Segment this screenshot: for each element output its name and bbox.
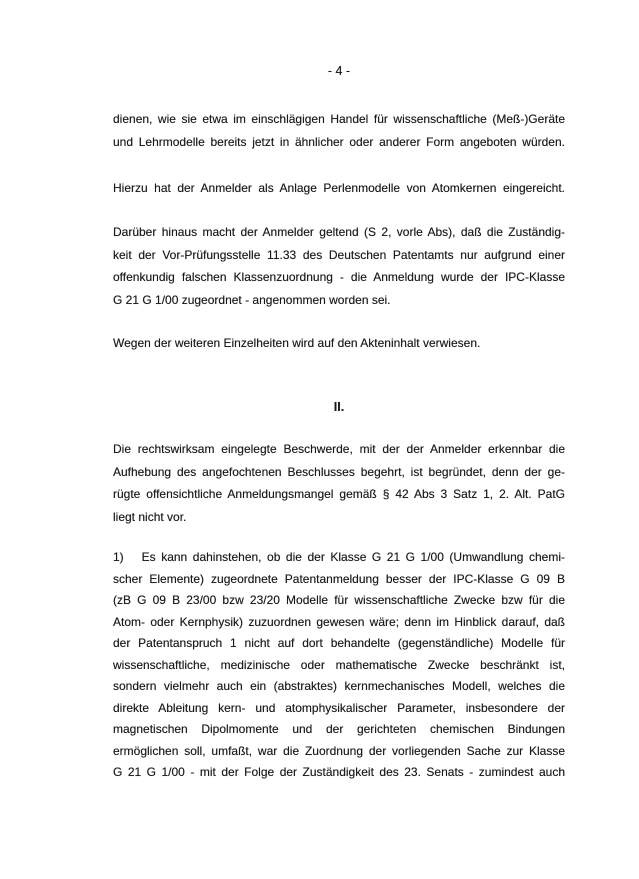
text-line: rügte offensichtliche Anmeldungsmangel gemäß § 42 Abs 3 Satz 1, 2. Alt. PatG (113, 487, 565, 501)
paragraph (113, 177, 565, 200)
paragraph (113, 332, 565, 355)
page-number: - 4 - (327, 64, 351, 78)
text-line: wissenschaftliche, medizinische oder mathematische Zwecke beschränkt ist, (113, 657, 565, 672)
text-line: liegt nicht vor. (113, 509, 187, 524)
paragraph (113, 221, 565, 311)
text-line: offenkundig falschen Klassenzuordnung - die Anmeldung wurde der IPC-Klasse (113, 270, 565, 284)
text-line: (zB G 09 B 23/00 bzw 23/20 Modelle für wissenschaftliche Zwecke bzw für die (113, 593, 565, 607)
text-line: Hierzu hat der Anmelder als Anlage Perlenmodelle von Atomkernen eingereicht. (113, 181, 565, 195)
paragraph (113, 547, 565, 784)
text-line: Darüber hinaus macht der Anmelder geltend (S 2, vorle Abs), daß die Zuständig- (113, 225, 565, 239)
text-line: Wegen der weiteren Einzelheiten wird auf den Akteninhalt verwiesen. (113, 336, 481, 350)
text-line: sondern vielmehr auch ein (abstraktes) kernmechanisches Modell, welches die (113, 679, 565, 693)
text-line: G 21 G 1/00 zugeordnet - angenommen worden sei. (113, 292, 391, 307)
section-heading: II. (333, 400, 345, 414)
paragraph (113, 108, 565, 153)
text-line: dienen, wie sie etwa im einschlägigen Handel für wissenschaftliche (Meß-)Geräte (113, 112, 565, 126)
text-line: direkte Ableitung kern- und atomphysikalischer Parameter, insbesondere der (113, 700, 565, 715)
text-line: keit der Vor-Prüfungsstelle 11.33 des Deutschen Patentamts nur aufgrund einer (113, 247, 565, 262)
paragraph (113, 438, 565, 528)
text-line: G 21 G 1/00 - mit der Folge der Zuständigkeit des 23. Senats - zumindest auch (113, 765, 565, 779)
text-line: Die rechtswirksam eingelegte Beschwerde, mit der der Anmelder erkennbar die (113, 442, 565, 456)
text-line: und Lehrmodelle bereits jetzt in ähnlicher oder anderer Form angeboten würden. (113, 134, 565, 149)
text-line: Atom- oder Kernphysik) zuzuordnen gewesen wäre; denn im Hinblick darauf, daß (113, 614, 565, 629)
text-line: 1) Es kann dahinstehen, ob die der Klasse G 21 G 1/00 (Umwandlung chemi- (113, 550, 565, 564)
text-line: scher Elemente) zugeordnete Patentanmeldung besser der IPC-Klasse G 09 B (113, 571, 565, 586)
text-line: magnetischen Dipolmomente und der gerichteten chemischen Bindungen (113, 722, 565, 736)
text-line: Aufhebung des angefochtenen Beschlusses begehrt, ist begründet, denn der ge- (113, 464, 565, 479)
text-line: der Patentanspruch 1 nicht auf dort behandelte (gegenständliche) Modelle für (113, 636, 565, 650)
text-line: ermöglichen soll, umfaßt, war die Zuordnung der vorliegenden Sache zur Klasse (113, 743, 565, 758)
